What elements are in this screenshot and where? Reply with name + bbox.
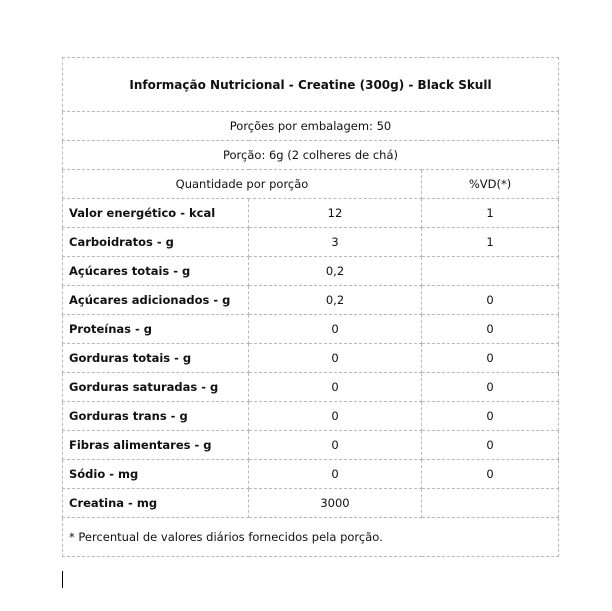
nutrient-name: Creatina - mg — [63, 489, 249, 518]
nutrient-dv: 0 — [422, 431, 559, 460]
table-title: Informação Nutricional - Creatine (300g) - Black Skull — [63, 58, 559, 112]
nutrient-name: Gorduras saturadas - g — [63, 373, 249, 402]
nutrient-name: Gorduras totais - g — [63, 344, 249, 373]
nutrient-amount: 3 — [249, 228, 422, 257]
table-row — [63, 489, 559, 518]
nutrient-amount: 0,2 — [249, 257, 422, 286]
header-row — [63, 170, 559, 199]
nutrient-name: Fibras alimentares - g — [63, 431, 249, 460]
serving-size-row — [63, 141, 559, 170]
nutrient-dv — [422, 257, 559, 286]
table-row — [63, 431, 559, 460]
nutrient-amount: 0 — [249, 344, 422, 373]
text-cursor[interactable] — [62, 571, 63, 588]
nutrient-amount: 0 — [249, 315, 422, 344]
nutrient-name: Açúcares totais - g — [63, 257, 249, 286]
nutrient-dv: 0 — [422, 402, 559, 431]
nutrient-name: Gorduras trans - g — [63, 402, 249, 431]
table-row — [63, 286, 559, 315]
serving-size: Porção: 6g (2 colheres de chá) — [63, 141, 559, 170]
header-quantity: Quantidade por porção — [63, 170, 422, 199]
nutrient-amount: 12 — [249, 199, 422, 228]
servings-row — [63, 112, 559, 141]
title-row — [63, 58, 559, 112]
nutrient-name: Açúcares adicionados - g — [63, 286, 249, 315]
nutrient-dv — [422, 489, 559, 518]
table-row — [63, 228, 559, 257]
nutrient-amount: 0 — [249, 402, 422, 431]
table-row — [63, 257, 559, 286]
nutrient-dv: 0 — [422, 315, 559, 344]
nutrition-facts-table — [62, 57, 559, 557]
nutrient-amount: 0 — [249, 460, 422, 489]
nutrient-dv: 0 — [422, 460, 559, 489]
footnote-row — [63, 518, 559, 557]
nutrient-dv: 0 — [422, 373, 559, 402]
nutrient-name: Sódio - mg — [63, 460, 249, 489]
table-row — [63, 344, 559, 373]
nutrient-name: Carboidratos - g — [63, 228, 249, 257]
header-dv: %VD(*) — [422, 170, 559, 199]
servings-per-package: Porções por embalagem: 50 — [63, 112, 559, 141]
table-row — [63, 460, 559, 489]
table-row — [63, 373, 559, 402]
footnote: * Percentual de valores diários fornecidos pela porção. — [63, 518, 559, 557]
nutrient-dv: 1 — [422, 228, 559, 257]
nutrient-amount: 0 — [249, 431, 422, 460]
nutrient-amount: 3000 — [249, 489, 422, 518]
table-row — [63, 199, 559, 228]
nutrient-dv: 1 — [422, 199, 559, 228]
nutrient-name: Proteínas - g — [63, 315, 249, 344]
nutrient-amount: 0 — [249, 373, 422, 402]
nutrient-dv: 0 — [422, 344, 559, 373]
table-row — [63, 402, 559, 431]
nutrient-amount: 0,2 — [249, 286, 422, 315]
nutrient-name: Valor energético - kcal — [63, 199, 249, 228]
table-row — [63, 315, 559, 344]
nutrient-dv: 0 — [422, 286, 559, 315]
